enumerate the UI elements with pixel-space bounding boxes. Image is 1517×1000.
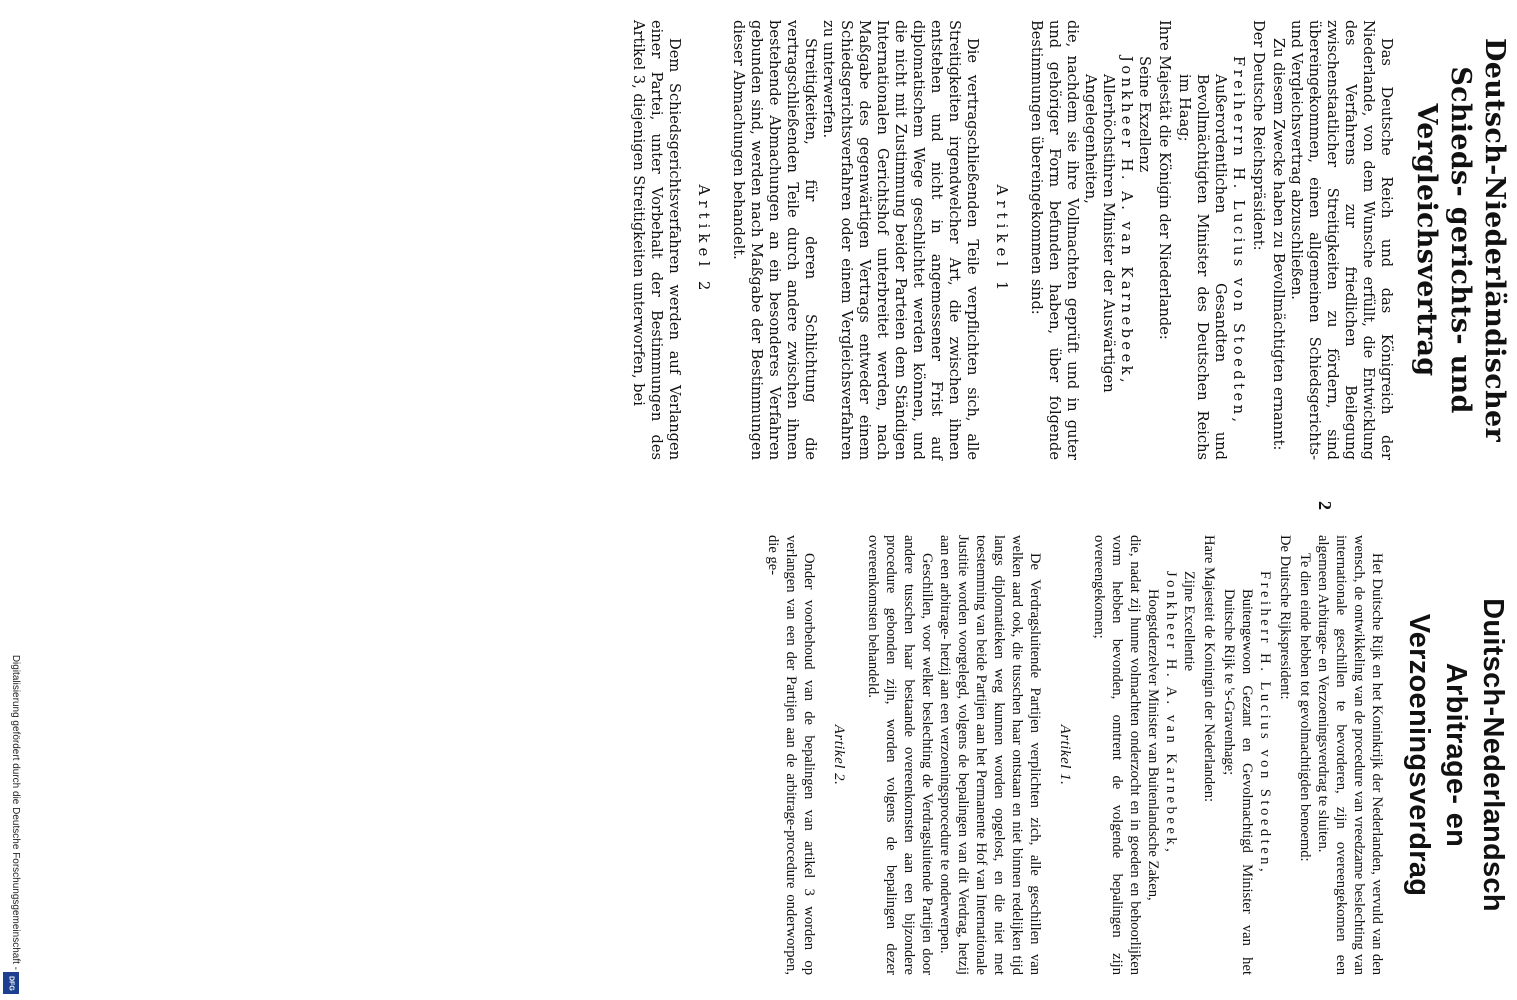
dutch-party2-role: Hoogstderzelver Minister van Buitenlandsche Zaken, <box>1145 589 1161 901</box>
german-agreed: die, nachdem sie ihre Vollmachten geprüft und in guter und gehöriger Form befunden haben, über folgende Bestimmungen übereingekommen sind: <box>1028 20 1081 460</box>
dutch-article1-paragraph1: De Verdragsluitende Partijen verplichten zich, alle geschillen van welken aard ook, die tusschen haar ontstaan en niet binnen redelijken tijd langs diplomatieken weg kunnen worden opgelost, en die niet met toestemming van beide Partijen aan het Permanente Hof van Internationale Justitie worden voorgelegd, volgens de bepalingen van dit Verdrag, hetzij aan een arbitrage- hetzij aan een verzoeningsprocedure te onderwerpen. <box>937 535 1043 975</box>
dutch-agreed: die, nadat zij hunne volmachten onderzocht en in goeden en behoorlijken vorm hebben bevonden, omtrent de volgende bepalingen zijn overeengekomen; <box>1091 535 1143 975</box>
german-party2-role1: Allerhöchstihren Minister der Auswärtigen <box>1100 74 1117 393</box>
dfg-logo-icon: DFG <box>3 972 19 994</box>
rotated-document-page <box>617 0 1517 1000</box>
german-party1-role: Außerordentlichen Gesandten und Bevollmächtigten Minister des Deutschen Reichs im Haag; <box>1176 74 1229 460</box>
german-party2-title: Seine Exzellenz <box>1136 56 1153 173</box>
german-text-column <box>630 20 1517 460</box>
dutch-party1-head: De Duitsche Rijkspresident: <box>1277 535 1293 700</box>
dutch-party1-name: Freiherr H. Lucius von Stoedten, <box>1257 571 1273 876</box>
german-party2-role2: Angelegenheiten, <box>1082 74 1099 204</box>
dutch-appoint: Te dien einde hebben tot gevolmachtigden benoemd: <box>1297 553 1313 862</box>
dutch-text-column <box>637 535 1517 975</box>
german-article2-paragraph1: Dem Schiedsgerichtsverfahren werden auf Verlangen einer Partei, unter Vorbehalt der Bestimmungen des Artikel 3, diejenigen Streitigkeiten unterworfen, bei <box>630 20 683 460</box>
german-preamble: Das Deutsche Reich und das Königreich der Niederlande, von dem Wunsche erfüllt, die Entwicklung des Verfahrens zur friedlichen Beilegung zwischenstaatlicher Streitigkeiten zu fördern, sind übereingekommen, einen allgemeinen Schiedsgerichts- und Vergleichsvertrag abzuschließen. <box>1288 20 1395 460</box>
german-article1-paragraph1: Die vertragschließenden Teile verpflichten sich, alle Streitigkeiten irgendwelcher Art, die zwischen ihnen entstehen und nicht in angemessener Frist auf diplomatischem Wege geschlichtet werden können, und die nicht mit Zustimmung beider Parteien dem Ständigen Internationalen Gerichtshof unterbreitet werden, nach Maßgabe des gegenwärtigen Vertrags entweder einem Schiedsgerichtsverfahren oder einem Vergleichsverfahren zu unterwerfen. <box>820 20 981 460</box>
dutch-article1-paragraph2: Geschillen, voor welker beslechting de Verdragsluitende Partijen door andere tusschen haar bestaande overeenkomsten aan een bijzondere procedure gebonden zijn, worden volgens de bepalingen dezer overeenkomsten behandeld. <box>865 535 935 975</box>
dutch-article2-heading: Artikel 2. <box>831 724 847 786</box>
german-party2-name: Jonkheer H. A. van Karnebeek, <box>1118 56 1135 387</box>
page-number: 2 <box>1315 501 1335 510</box>
german-title: Deutsch-Niederländischer Schieds- gerichts- und Vergleichsvertrag <box>1411 38 1510 442</box>
dutch-party2-head: Hare Majesteit de Koningin der Nederlanden: <box>1201 535 1217 803</box>
german-party1-head: Der Deutsche Reichspräsident: <box>1250 20 1267 251</box>
dutch-preamble: Het Duitsche Rijk en het Koninkrijk der Nederlanden, vervuld van den wensch, de ontwikkeling van de procedure van vreedzame beslechting van internationale geschillen te bevorderen, zijn overeengekomen een algemeen Arbitrage- en Verzoeningsverdrag te sluiten. <box>1315 535 1385 975</box>
digitization-footer <box>2 0 21 1000</box>
german-article1-paragraph2: Streitigkeiten, für deren Schlichtung die vertragschließenden Teile durch andere zwischen ihnen bestehende Abmachungen an ein besonderes Verfahren gebunden sind, werden nach Maßgabe der Bestimmungen dieser Abmachungen behandelt. <box>730 20 819 460</box>
dutch-article2-paragraph1: Onder voorbehoud van de bepalingen van artikel 3 worden op verlangen van een der Partijen aan de arbitrage-procedure onderworpen, die ge- <box>765 535 817 975</box>
dutch-party2-title: Zijne Excellentie <box>1181 571 1197 672</box>
dutch-party1-role: Buitengewoon Gezant en Gevolmachtigd Minister van het Duitsche Rijk te 's-Gravenhage; <box>1221 589 1255 975</box>
dutch-article1-heading: Artikel 1. <box>1057 724 1073 786</box>
german-party2-head: Ihre Majestät die Königin der Niederlande: <box>1156 20 1173 340</box>
dutch-title: Duitsch-Nederlandsch Arbitrage- en Verzoeningsverdrag <box>1403 598 1509 912</box>
footer-credit-text: Digitalisierung gefördert durch die Deutsche Forschungsgemeinschaft - <box>10 654 21 970</box>
dutch-party2-name: Jonkheer H. A. van Karnebeek, <box>1163 571 1179 856</box>
german-article1-heading: Artikel 1 <box>993 184 1011 296</box>
german-article2-heading: Artikel 2 <box>695 184 713 296</box>
german-appoint: Zu diesem Zwecke haben zu Bevollmächtigten ernannt: <box>1270 38 1287 451</box>
german-party1-name: Freiherrn H. Lucius von Stoedten, <box>1230 56 1247 426</box>
